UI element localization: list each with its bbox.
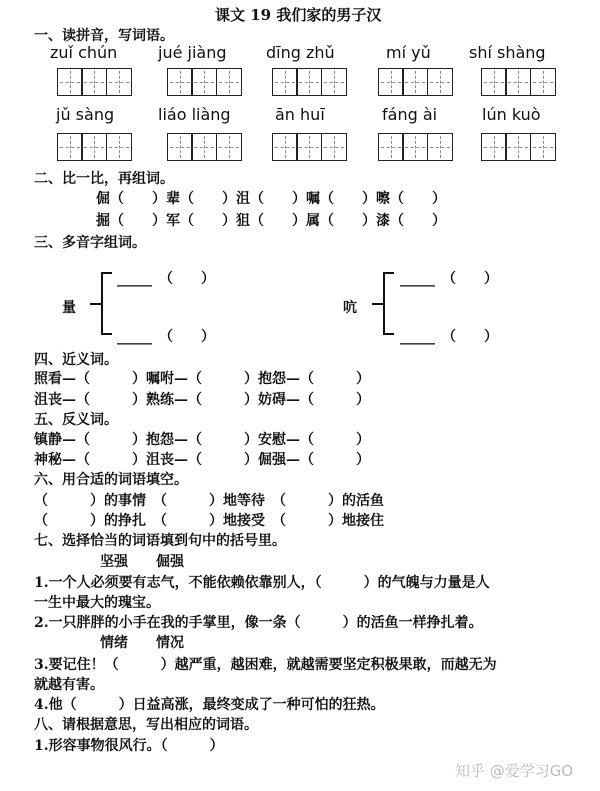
polyphone-blank-1a: _____ （ ） bbox=[117, 271, 215, 287]
write-box-6[interactable] bbox=[57, 133, 130, 161]
write-box-8[interactable] bbox=[272, 133, 345, 161]
definition-question-1: 1.形容事物很风行。（ ） bbox=[34, 738, 224, 754]
pinyin-4: mí yǔ bbox=[386, 43, 431, 62]
antonym-line-2: 神秘—（ ）沮丧—（ ）倔强—（ ） bbox=[34, 452, 370, 468]
polyphone-blank-2b: _____ （ ） bbox=[400, 329, 498, 345]
section-5-heading: 五、反义词。 bbox=[34, 412, 118, 428]
word-choices-1: 坚强 倔强 bbox=[100, 554, 184, 570]
polyphone-blank-1b: _____ （ ） bbox=[117, 329, 215, 345]
section-6-heading: 六、用合适的词语填空。 bbox=[34, 472, 188, 488]
write-box-10[interactable] bbox=[481, 133, 554, 161]
fill-line-2: （ ）的挣扎 （ ）地接受 （ ）地接住 bbox=[34, 513, 384, 529]
question-4: 4.他（ ）日益高涨，最终变成了一种可怕的狂热。 bbox=[34, 697, 385, 713]
question-1-line-2: 一生中最大的瑰宝。 bbox=[34, 595, 160, 611]
section-7-heading: 七、选择恰当的词语填到句中的括号里。 bbox=[34, 533, 286, 549]
section-2-heading: 二、比一比，再组词。 bbox=[34, 171, 174, 187]
question-1-line-1: 1.一个人必须要有志气，不能依赖依靠别人，（ ）的气魄与力量是人 bbox=[34, 575, 490, 591]
write-box-5[interactable] bbox=[481, 68, 554, 96]
write-box-2[interactable] bbox=[167, 68, 240, 96]
pinyin-6: jǔ sàng bbox=[56, 105, 115, 124]
write-box-9[interactable] bbox=[378, 133, 451, 161]
section-3-heading: 三、多音字组词。 bbox=[34, 235, 146, 251]
antonym-line-1: 镇静—（ ）抱怨—（ ）安慰—（ ） bbox=[34, 432, 370, 448]
pinyin-1: zuǐ chún bbox=[50, 43, 118, 62]
pinyin-10: lún kuò bbox=[482, 105, 541, 124]
section-4-heading: 四、近义词。 bbox=[34, 352, 118, 368]
section-8-heading: 八、请根据意思，写出相应的词语。 bbox=[34, 717, 258, 733]
question-3-line-2: 就越有害。 bbox=[34, 677, 104, 693]
pinyin-7: liáo liàng bbox=[158, 105, 231, 124]
polyphone-char-2: 吭 bbox=[343, 300, 357, 316]
page-title: 课文 19 我们家的男子汉 bbox=[215, 6, 382, 24]
pinyin-5: shí shàng bbox=[469, 43, 546, 62]
pinyin-8: ān huī bbox=[275, 105, 325, 124]
compare-line-1: 倔（ ）辈（ ）沮（ ）嘱（ ）嚓（ ） bbox=[96, 191, 446, 207]
brace-2 bbox=[368, 270, 398, 342]
write-box-4[interactable] bbox=[378, 68, 451, 96]
fill-line-1: （ ）的事情 （ ）地等待 （ ）的活鱼 bbox=[34, 493, 384, 509]
polyphone-blank-2a: _____ （ ） bbox=[400, 271, 498, 287]
write-box-1[interactable] bbox=[57, 68, 130, 96]
compare-line-2: 掘（ ）军（ ）狙（ ）属（ ）漆（ ） bbox=[96, 213, 446, 229]
word-choices-2: 情绪 情况 bbox=[100, 635, 184, 651]
brace-1 bbox=[86, 270, 116, 342]
write-box-7[interactable] bbox=[167, 133, 240, 161]
pinyin-2: jué jiàng bbox=[158, 43, 227, 62]
watermark: 知乎 @爱学习GO bbox=[455, 762, 574, 780]
synonym-line-1: 照看—（ ）嘱咐—（ ）抱怨—（ ） bbox=[34, 371, 370, 387]
section-1-heading: 一、读拼音，写词语。 bbox=[34, 28, 174, 44]
question-3-line-1: 3.要记住！（ ）越严重，越困难，就越需要坚定积极果敢，而越无为 bbox=[34, 657, 497, 673]
pinyin-3: dīng zhǔ bbox=[266, 43, 335, 62]
pinyin-9: fáng ài bbox=[382, 105, 438, 124]
write-box-3[interactable] bbox=[272, 68, 345, 96]
polyphone-char-1: 量 bbox=[62, 300, 76, 316]
synonym-line-2: 沮丧—（ ）熟练—（ ）妨碍—（ ） bbox=[34, 392, 370, 408]
question-2: 2.一只胖胖的小手在我的手掌里，像一条（ ）的活鱼一样挣扎着。 bbox=[34, 615, 483, 631]
